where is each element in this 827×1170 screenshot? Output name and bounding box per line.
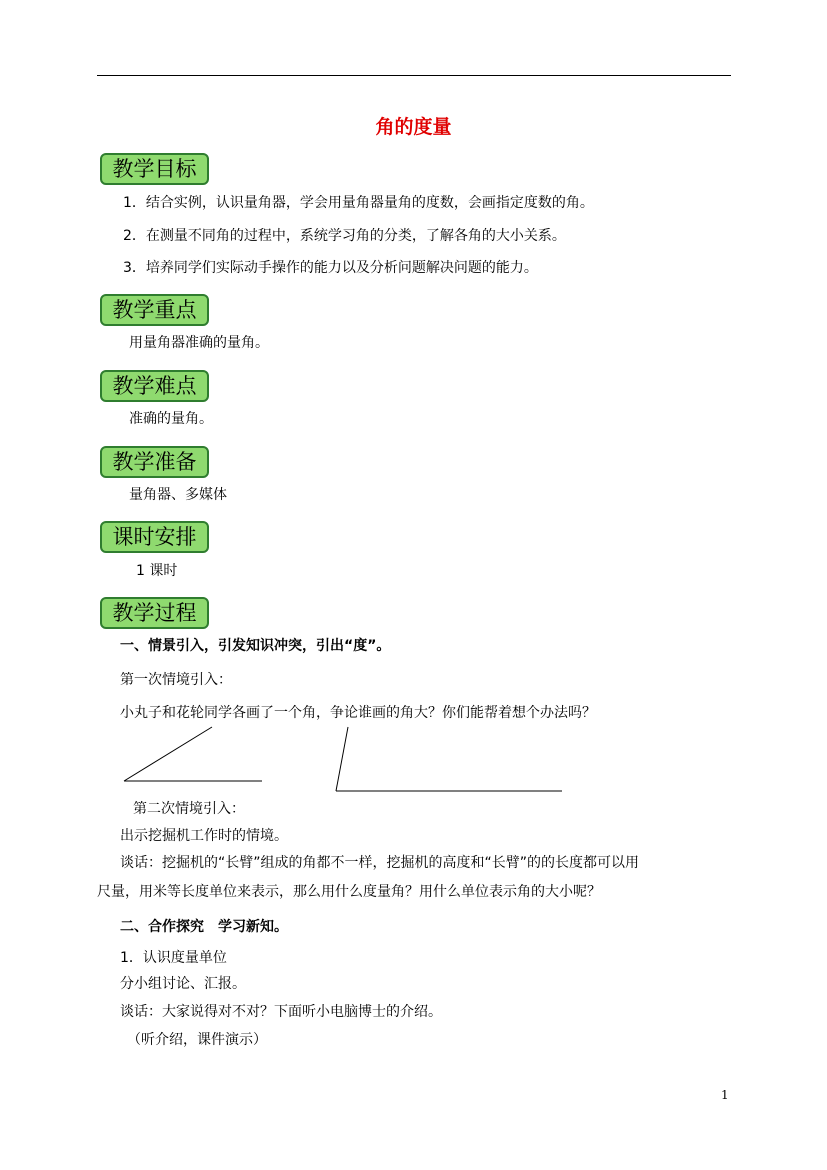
section-heading-schedule: 课时安排 [100,521,209,553]
process-line: 出示挖掘机工作时的情境。 [120,828,288,844]
section-heading-key-point: 教学重点 [100,294,209,326]
process-line: 尺量，用米等长度单位来表示，那么用什么度量角？用什么单位表示角的大小呢？ [97,884,601,900]
process-heading-2: 二、合作探究 学习新知。 [120,919,288,935]
process-line: （听介绍，课件演示） [127,1032,267,1048]
goal-item: 2．在测量不同角的过程中，系统学习角的分类，了解各角的大小关系。 [123,228,566,244]
page-number: 1 [721,1088,729,1102]
section-heading-process: 教学过程 [100,597,209,629]
section-heading-preparation: 教学准备 [100,446,209,478]
goal-item: 3．培养同学们实际动手操作的能力以及分析问题解决问题的能力。 [123,260,538,276]
schedule-text: 1 课时 [136,563,178,579]
angle-small [124,727,262,781]
page-title: 角的度量 [375,116,452,138]
section-heading-difficulty: 教学难点 [100,370,209,402]
process-line: 分小组讨论、汇报。 [120,976,246,992]
preparation-text: 量角器、多媒体 [129,487,227,503]
process-line: 小丸子和花轮同学各画了一个角，争论谁画的角大？你们能帮着想个办法吗？ [120,705,596,721]
process-line: 谈话：大家说得对不对？下面听小电脑博士的介绍。 [120,1004,442,1020]
process-line: 第一次情境引入： [120,672,232,688]
process-line: 第二次情境引入： [133,801,245,817]
process-heading-1: 一、情景引入，引发知识冲突，引出“度”。 [120,638,391,654]
difficulty-text: 准确的量角。 [129,411,213,427]
goal-item: 1．结合实例，认识量角器，学会用量角器量角的度数，会画指定度数的角。 [123,195,594,211]
section-heading-goals: 教学目标 [100,153,209,185]
process-line: 谈话：挖掘机的“长臂”组成的角都不一样，挖掘机的高度和“长臂”的的长度都可以用 [120,855,640,871]
angle-large [336,727,562,791]
process-line: 1．认识度量单位 [120,950,227,966]
key-point-text: 用量角器准确的量角。 [129,335,269,351]
